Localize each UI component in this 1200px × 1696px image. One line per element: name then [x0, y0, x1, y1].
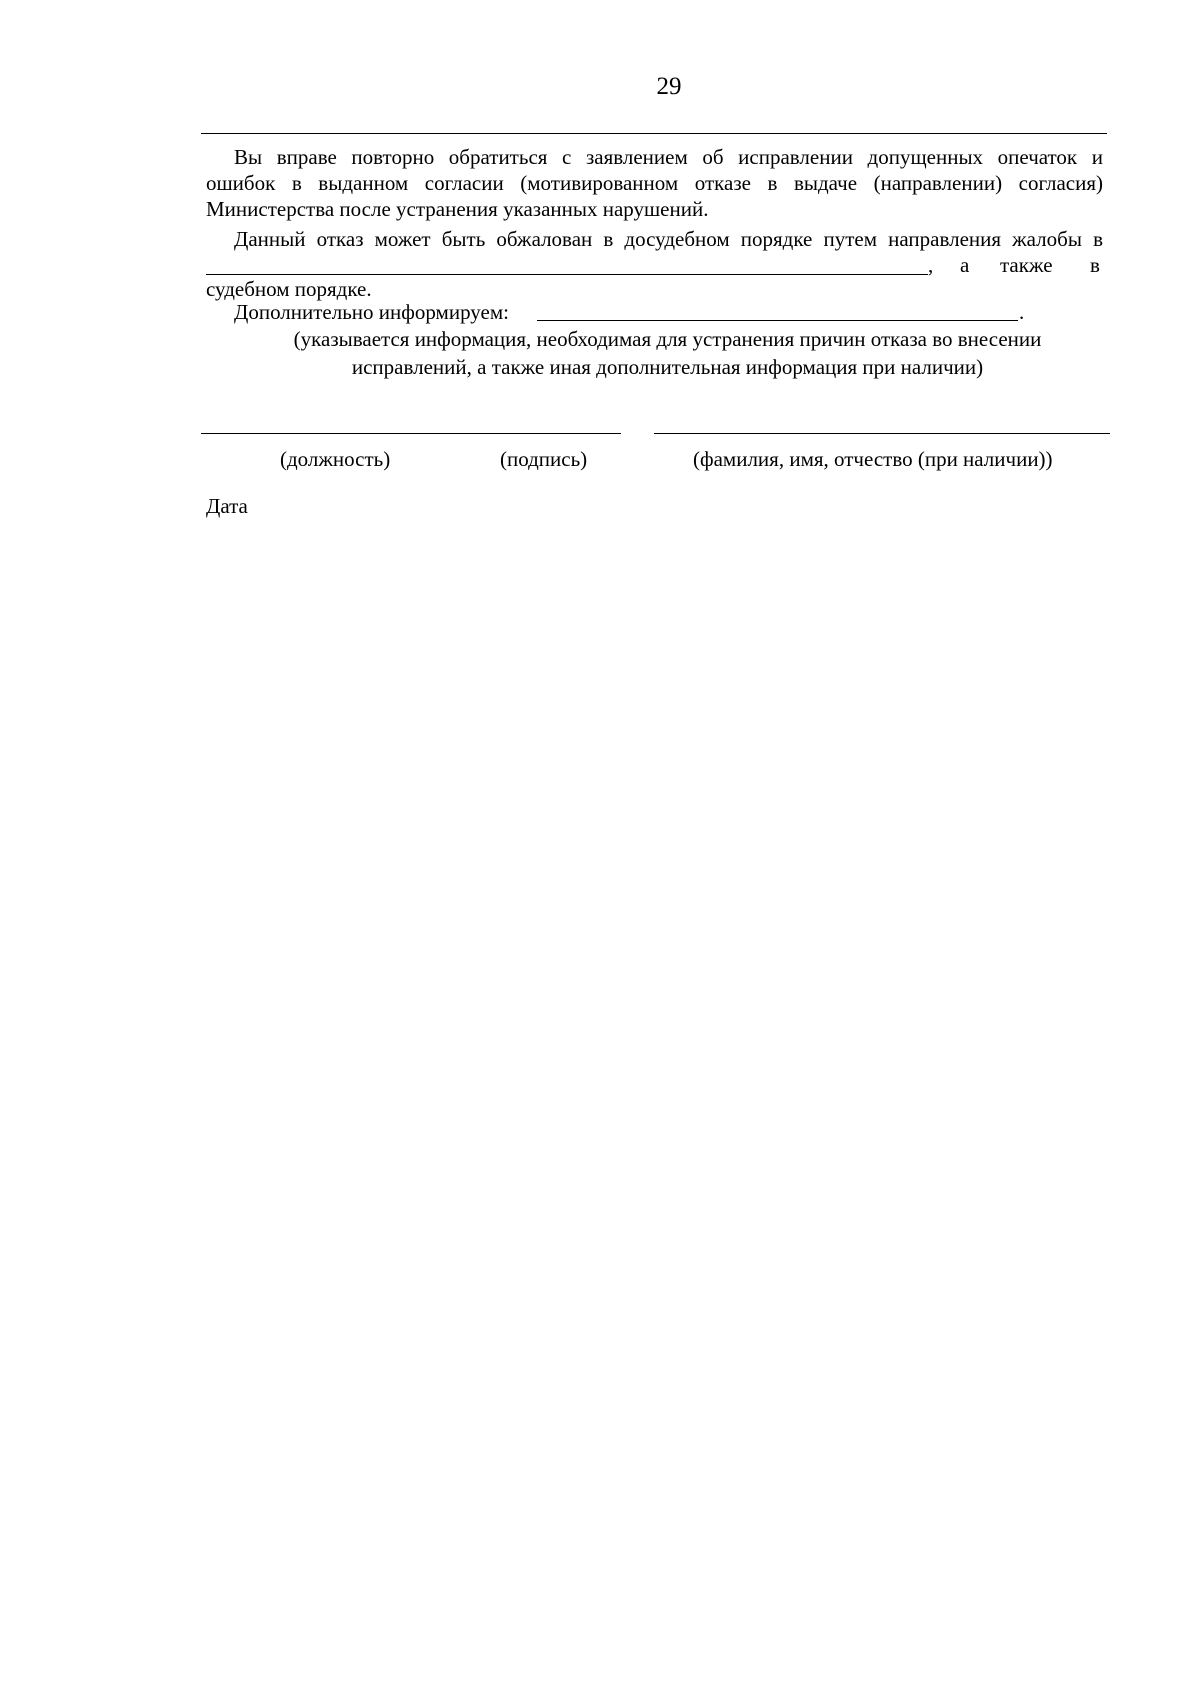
paragraph-2-line-1: Данный отказ может быть обжалован в досудебном порядке путем направления жалобы в	[234, 227, 1103, 251]
header-divider	[201, 133, 1107, 134]
page-number: 29	[656, 73, 682, 100]
period: .	[1019, 300, 1025, 324]
word-a: а	[960, 253, 970, 277]
word-v: в	[1090, 253, 1100, 277]
date-label: Дата	[206, 494, 248, 518]
paragraph-1-line-3: Министерства после устранения указанных нарушений.	[206, 197, 709, 221]
appeal-authority-blank	[206, 274, 928, 275]
paragraph-1-line-1: Вы вправе повторно обратиться с заявлением об исправлении допущенных опечаток и	[234, 145, 1103, 169]
note-line-2: исправлений, а также иная дополнительная информация при наличии)	[351, 355, 984, 379]
additional-info-label: Дополнительно информируем:	[234, 300, 509, 324]
note-line-1: (указывается информация, необходимая для устранения причин отказа во внесении	[293, 327, 1042, 351]
full-name-label: (фамилия, имя, отчество (при наличии))	[693, 447, 1053, 471]
paragraph-1-line-2: ошибок в выданном согласии (мотивированном отказе в выдаче (направлении) согласия)	[206, 171, 1103, 195]
position-label: (должность)	[280, 447, 391, 471]
additional-info-blank	[537, 320, 1018, 321]
paragraph-2-line-3: судебном порядке.	[206, 277, 372, 301]
word-takzhe: также	[1000, 253, 1053, 277]
full-name-line	[654, 433, 1110, 434]
comma: ,	[928, 253, 934, 277]
position-signature-line	[201, 433, 621, 434]
signature-label: (подпись)	[500, 447, 588, 471]
